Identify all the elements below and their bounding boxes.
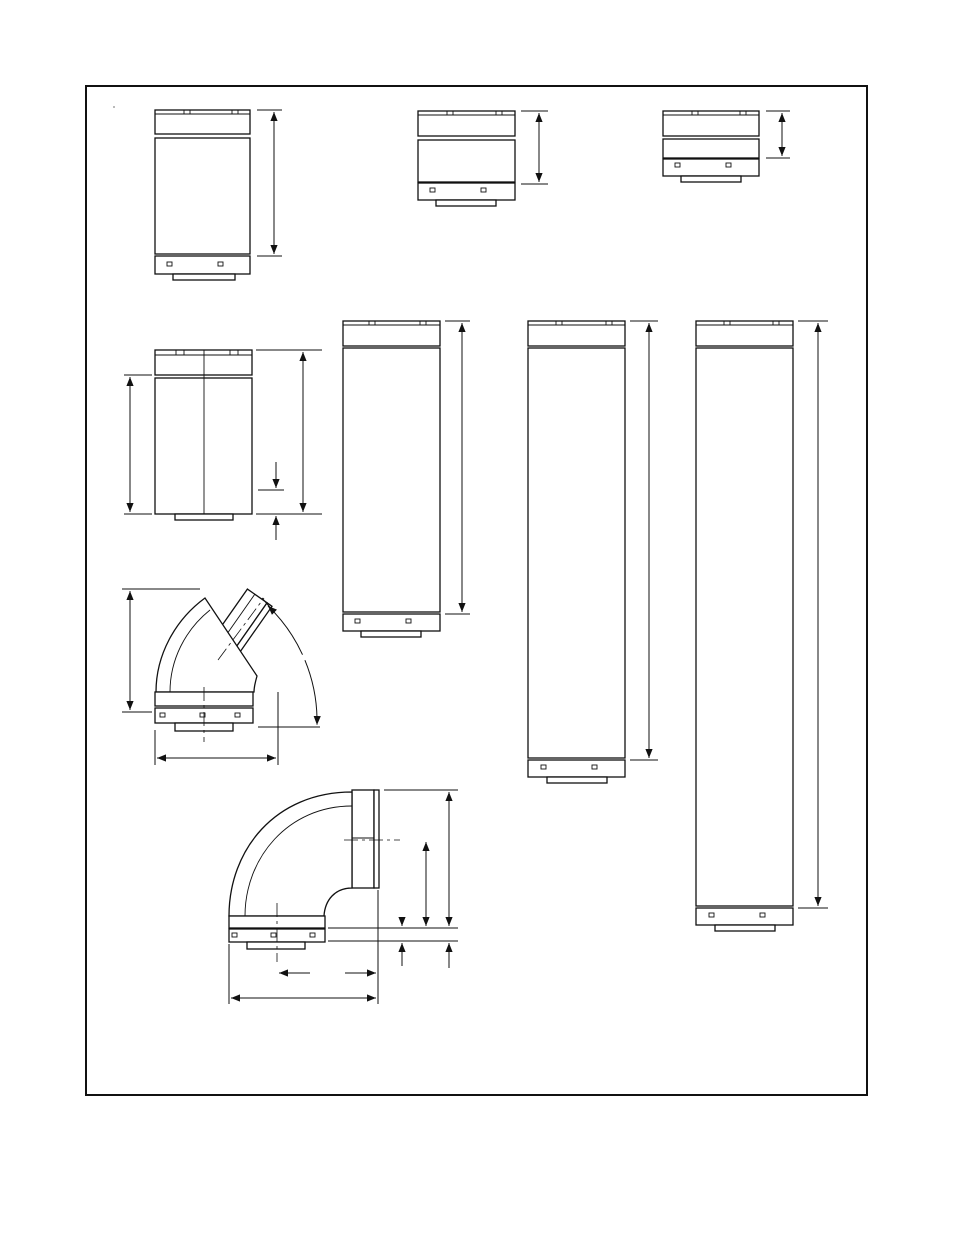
- extra-short-pipe: [663, 111, 790, 182]
- longer-pipe: [528, 321, 658, 783]
- adjustable-pipe: [124, 350, 322, 540]
- longer-pipe-length-dimension: [630, 321, 658, 760]
- short-pipe: [418, 111, 548, 206]
- straight-pipe: [155, 110, 282, 280]
- longest-pipe: [696, 321, 828, 931]
- elbow-45: [122, 589, 320, 765]
- long-pipe-length-dimension: [445, 321, 470, 614]
- short-pipe-length-dimension: [521, 111, 548, 184]
- straight-pipe-length-dimension: [257, 110, 282, 256]
- stray-mark: [113, 106, 114, 107]
- elbow-90: [229, 790, 458, 1004]
- extra-short-pipe-length-dimension: [766, 111, 790, 158]
- longest-pipe-length-dimension: [798, 321, 828, 908]
- long-pipe: [343, 321, 470, 637]
